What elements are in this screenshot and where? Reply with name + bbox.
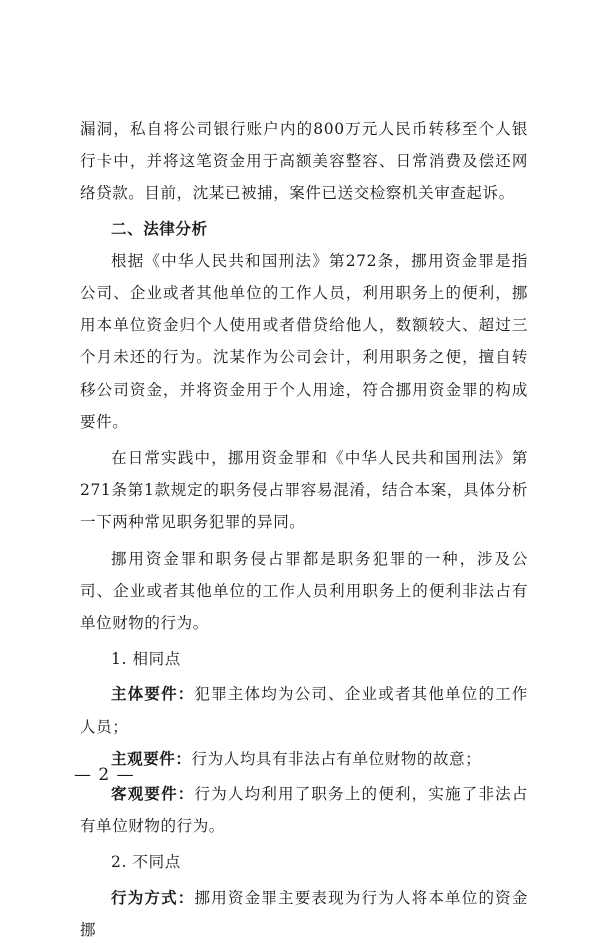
similarity-objective-element bbox=[80, 778, 528, 842]
subheading-similarities: 1. 相同点 bbox=[111, 650, 181, 669]
page-number: — 2 — bbox=[74, 765, 135, 785]
term-subjective: 主观要件： bbox=[111, 748, 192, 768]
text-objective: 行为人均利用了职务上的便利，实施了非法占有单位财物的行为。 bbox=[80, 785, 528, 836]
text-method: 挪用资金罪主要表现为行为人将本单位的资金挪 bbox=[80, 888, 528, 939]
paragraph-practice-comparison: 在日常实践中，挪用资金罪和《中华人民共和国刑法》第271条第1款规定的职务侵占罪容易混淆，结合本案，具体分析一下两种常见职务犯罪的异同。 bbox=[80, 449, 528, 532]
paragraph-common-nature: 挪用资金罪和职务侵占罪都是职务犯罪的一种，涉及公司、企业或者其他单位的工作人员利用职务上的便利非法占有单位财物的行为。 bbox=[80, 549, 528, 633]
term-subject: 主体要件： bbox=[111, 684, 195, 704]
paragraph-article-272: 根据《中华人民共和国刑法》第272条，挪用资金罪是指公司、企业或者其他单位的工作人员，利用职务上的便利，挪用本单位资金归个人使用或者借贷给他人，数额较大、超过三个月未还的行为。沈某作为公司会计，利用职务之便，擅自转移公司资金，并将资金用于个人用途，符合挪用资金罪的构成要件。 bbox=[80, 251, 528, 431]
similarity-subjective-element bbox=[80, 743, 528, 775]
term-objective: 客观要件： bbox=[111, 784, 195, 804]
subheading-differences: 2. 不同点 bbox=[111, 853, 181, 872]
difference-method-element bbox=[80, 882, 528, 946]
text-subject: 犯罪主体均为公司、企业或者其他单位的工作人员； bbox=[80, 685, 528, 736]
document-body bbox=[80, 113, 528, 946]
text-subjective: 行为人均具有非法占有单位财物的故意； bbox=[191, 749, 482, 768]
paragraph-case-continuation: 漏洞，私自将公司银行账户内的800万元人民币转移至个人银行卡中，并将这笔资金用于高额美容整容、日常消费及偿还网络贷款。目前，沈某已被捕，案件已送交检察机关审查起诉。 bbox=[80, 120, 528, 203]
similarity-subject-element bbox=[80, 678, 528, 742]
section-heading-legal-analysis: 二、法律分析 bbox=[111, 218, 208, 238]
term-method: 行为方式： bbox=[111, 887, 195, 907]
